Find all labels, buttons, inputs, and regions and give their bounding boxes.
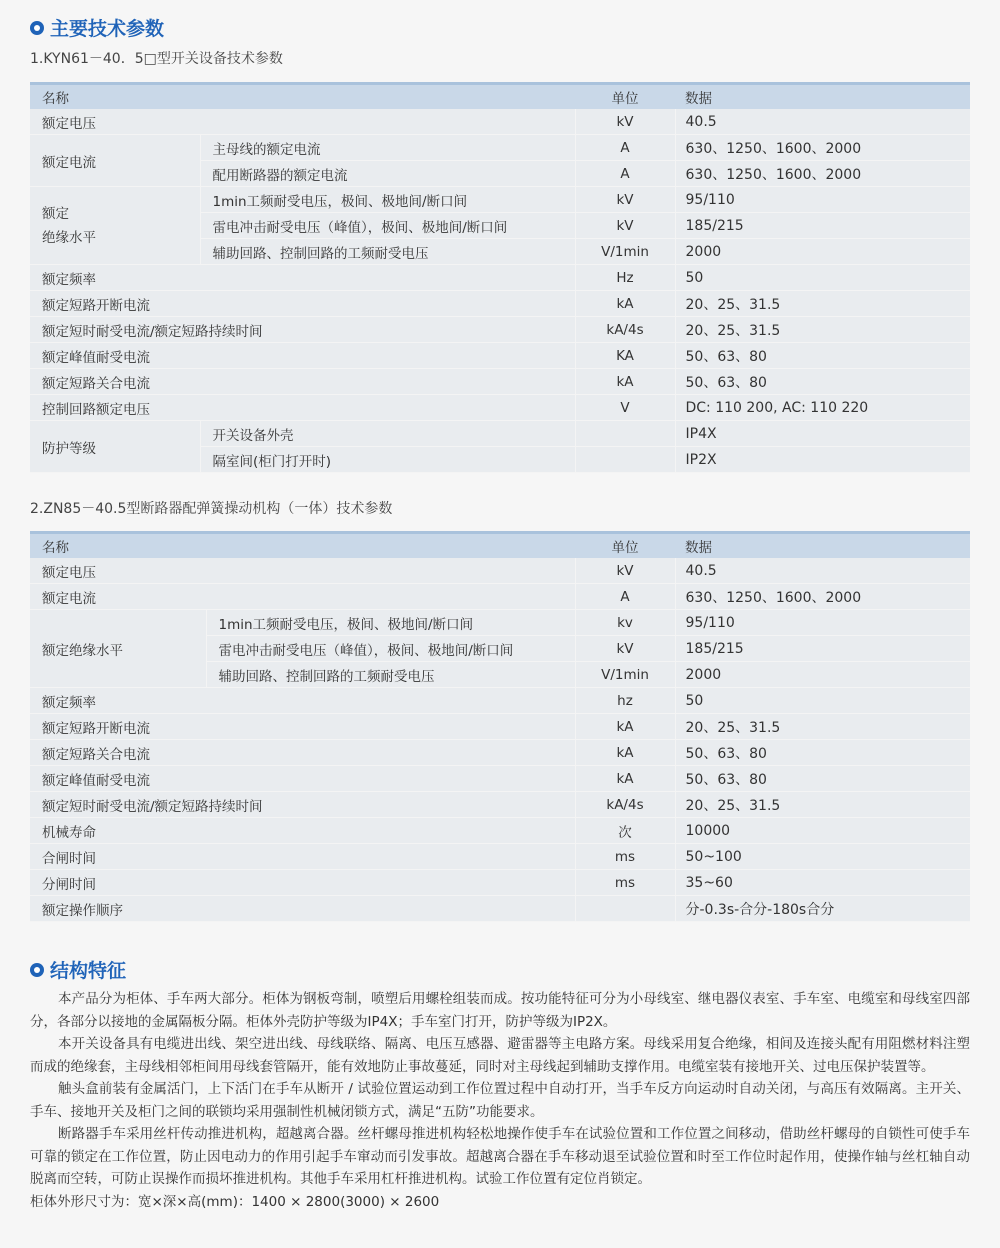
table1-kyn61 <box>30 82 970 473</box>
section-title-text: 主要技术参数 <box>50 18 165 40</box>
group-name-line1: 额定 <box>42 205 69 222</box>
table-row <box>30 265 970 291</box>
table-row <box>30 688 970 714</box>
row-name: 额定短时耐受电流/额定短路持续时间 <box>30 792 575 818</box>
row-unit: V <box>575 395 675 421</box>
table-row <box>30 317 970 343</box>
row-value: 20、25、31.5 <box>675 792 970 818</box>
row-value: 50、63、80 <box>675 343 970 369</box>
paragraph: 本开关设备具有电缆进出线、架空进出线、母线联络、隔离、电压互感器、避雷器等主电路方案。母线采用复合绝缘，相间及连接头配有用阻燃材料注塑而成的绝缘套，主母线相邻柜间用母线套管隔开，能有效地防止事故蔓延，同时对主母线起到辅助支撑作用。电缆室装有接地开关、过电压保护装置等。 <box>30 1036 970 1075</box>
row-unit: ms <box>575 870 675 896</box>
row-name: 额定频率 <box>30 688 575 714</box>
row-name: 控制回路额定电压 <box>30 395 575 421</box>
row-name: 额定频率 <box>30 265 575 291</box>
table-row <box>30 766 970 792</box>
table-row <box>30 740 970 766</box>
row-value: DC: 110 200, AC: 110 220 <box>675 395 970 421</box>
row-name: 额定电压 <box>30 558 575 584</box>
row-unit <box>575 896 675 922</box>
row-unit: kV <box>575 636 675 662</box>
row-name: 额定短路关合电流 <box>30 740 575 766</box>
row-unit: A <box>575 161 675 187</box>
row-name: 额定操作顺序 <box>30 896 575 922</box>
row-subname: 雷电冲击耐受电压（峰值），极间、极地间/断口间 <box>200 213 575 239</box>
row-value: 50、63、80 <box>675 369 970 395</box>
row-unit <box>575 421 675 447</box>
table-row <box>30 395 970 421</box>
header-name: 名称 <box>30 84 575 110</box>
row-value: 185/215 <box>675 636 970 662</box>
header-unit: 单位 <box>575 84 675 110</box>
row-unit: kA/4s <box>575 317 675 343</box>
table-row <box>30 610 970 636</box>
structure-description <box>30 988 970 1213</box>
row-value: 50 <box>675 265 970 291</box>
row-value: 10000 <box>675 818 970 844</box>
row-unit: kV <box>575 109 675 135</box>
row-subname: 辅助回路、控制回路的工频耐受电压 <box>206 662 575 688</box>
row-value: 185/215 <box>675 213 970 239</box>
row-unit: kV <box>575 213 675 239</box>
table2-zn85 <box>30 531 970 922</box>
row-unit: 次 <box>575 818 675 844</box>
row-unit <box>575 447 675 473</box>
row-value: 20、25、31.5 <box>675 317 970 343</box>
row-value: 50、63、80 <box>675 766 970 792</box>
row-unit: V/1min <box>575 239 675 265</box>
row-value: 20、25、31.5 <box>675 714 970 740</box>
row-unit: kV <box>575 558 675 584</box>
section-bullet-icon <box>30 963 44 977</box>
table-row <box>30 369 970 395</box>
table1-caption: 1.KYN61－40．5□型开关设备技术参数 <box>30 51 283 67</box>
section-title-tech-params <box>30 14 164 41</box>
row-unit: kA <box>575 291 675 317</box>
row-value: 630、1250、1600、2000 <box>675 161 970 187</box>
group-name <box>30 187 200 265</box>
table-row <box>30 291 970 317</box>
row-subname: 1min工频耐受电压，极间、极地间/断口间 <box>200 187 575 213</box>
group-name: 额定电流 <box>30 135 200 187</box>
row-value: 50、63、80 <box>675 740 970 766</box>
row-value: 40.5 <box>675 558 970 584</box>
row-name: 额定峰值耐受电流 <box>30 343 575 369</box>
table-row <box>30 584 970 610</box>
row-name: 额定短时耐受电流/额定短路持续时间 <box>30 317 575 343</box>
row-value: 2000 <box>675 239 970 265</box>
row-name: 额定电流 <box>30 584 575 610</box>
row-subname: 主母线的额定电流 <box>200 135 575 161</box>
table-row <box>30 844 970 870</box>
row-value: 40.5 <box>675 109 970 135</box>
row-value: 95/110 <box>675 610 970 636</box>
row-value: 2000 <box>675 662 970 688</box>
row-value: 50~100 <box>675 844 970 870</box>
row-unit: kA <box>575 714 675 740</box>
section-title-text: 结构特征 <box>50 960 127 982</box>
row-value: IP4X <box>675 421 970 447</box>
row-unit: kA <box>575 369 675 395</box>
header-unit: 单位 <box>575 533 675 559</box>
row-unit: kv <box>575 610 675 636</box>
row-subname: 辅助回路、控制回路的工频耐受电压 <box>200 239 575 265</box>
row-value: 50 <box>675 688 970 714</box>
group-name: 额定绝缘水平 <box>30 610 206 688</box>
header-name: 名称 <box>30 533 575 559</box>
row-unit: kV <box>575 187 675 213</box>
row-value: IP2X <box>675 447 970 473</box>
row-value: 630、1250、1600、2000 <box>675 135 970 161</box>
section-bullet-icon <box>30 21 44 35</box>
row-unit: kA <box>575 766 675 792</box>
table-row <box>30 896 970 922</box>
table-row <box>30 109 970 135</box>
header-data: 数据 <box>675 533 970 559</box>
row-subname: 开关设备外壳 <box>200 421 575 447</box>
row-unit: A <box>575 135 675 161</box>
row-subname: 雷电冲击耐受电压（峰值），极间、极地间/断口间 <box>206 636 575 662</box>
row-unit: Hz <box>575 265 675 291</box>
table-header-row <box>30 84 970 110</box>
row-name: 额定峰值耐受电流 <box>30 766 575 792</box>
section-title-structure <box>30 956 126 983</box>
row-name: 分闸时间 <box>30 870 575 896</box>
table-row <box>30 421 970 447</box>
group-name: 防护等级 <box>30 421 200 473</box>
row-subname: 隔室间(柜门打开时) <box>200 447 575 473</box>
table-row <box>30 558 970 584</box>
row-value: 35~60 <box>675 870 970 896</box>
paragraph: 断路器手车采用丝杆传动推进机构，超越离合器。丝杆螺母推进机构轻松地操作使手车在试验位置和工作位置之间移动，借助丝杆螺母的自锁性可使手车可靠的锁定在工作位置，防止因电动力的作用引起手车窜动而引发事故。超越离合器在手车移动退至试验位置和时至工作位时起作用，使操作轴与丝杠轴自动脱离而空转，可防止误操作而损坏推进机构。其他手车采用杠杆推进机构。试验工作位置有定位肖锁定。 <box>30 1126 970 1187</box>
row-name: 机械寿命 <box>30 818 575 844</box>
row-unit: V/1min <box>575 662 675 688</box>
row-unit: hz <box>575 688 675 714</box>
table-row <box>30 135 970 161</box>
paragraph: 本产品分为柜体、手车两大部分。柜体为钢板弯制，喷塑后用螺栓组装而成。按功能特征可分为小母线室、继电器仪表室、手车室、电缆室和母线室四部分，各部分以接地的金属隔板分隔。柜体外壳防护等级为IP4X；手车室门打开，防护等级为IP2X。 <box>30 991 970 1030</box>
table2-caption: 2.ZN85－40.5型断路器配弹簧操动机构（一体）技术参数 <box>30 501 393 517</box>
row-value: 95/110 <box>675 187 970 213</box>
row-name: 额定电压 <box>30 109 575 135</box>
row-name: 额定短路关合电流 <box>30 369 575 395</box>
table-row <box>30 187 970 213</box>
table-row <box>30 870 970 896</box>
row-unit: kA/4s <box>575 792 675 818</box>
row-name: 合闸时间 <box>30 844 575 870</box>
header-data: 数据 <box>675 84 970 110</box>
table-row <box>30 714 970 740</box>
row-unit: KA <box>575 343 675 369</box>
table-row <box>30 792 970 818</box>
row-unit: A <box>575 584 675 610</box>
row-unit: kA <box>575 740 675 766</box>
row-value: 分-0.3s-合分-180s合分 <box>675 896 970 922</box>
row-subname: 配用断路器的额定电流 <box>200 161 575 187</box>
table-row <box>30 818 970 844</box>
row-value: 20、25、31.5 <box>675 291 970 317</box>
row-name: 额定短路开断电流 <box>30 291 575 317</box>
row-unit: ms <box>575 844 675 870</box>
row-value: 630、1250、1600、2000 <box>675 584 970 610</box>
dimensions-line: 柜体外形尺寸为：宽×深×高(mm)：1400 × 2800(3000) × 2600 <box>30 1193 440 1210</box>
paragraph: 触头盒前装有金属活门，上下活门在手车从断开 / 试验位置运动到工作位置过程中自动打开，当手车反方向运动时自动关闭，与高压有效隔离。主开关、手车、接地开关及柜门之间的联锁均采用强制性机械闭锁方式，满足“五防”功能要求。 <box>30 1081 970 1120</box>
table-header-row <box>30 533 970 559</box>
group-name-line2: 绝缘水平 <box>42 229 96 246</box>
row-subname: 1min工频耐受电压，极间、极地间/断口间 <box>206 610 575 636</box>
row-name: 额定短路开断电流 <box>30 714 575 740</box>
table-row <box>30 343 970 369</box>
